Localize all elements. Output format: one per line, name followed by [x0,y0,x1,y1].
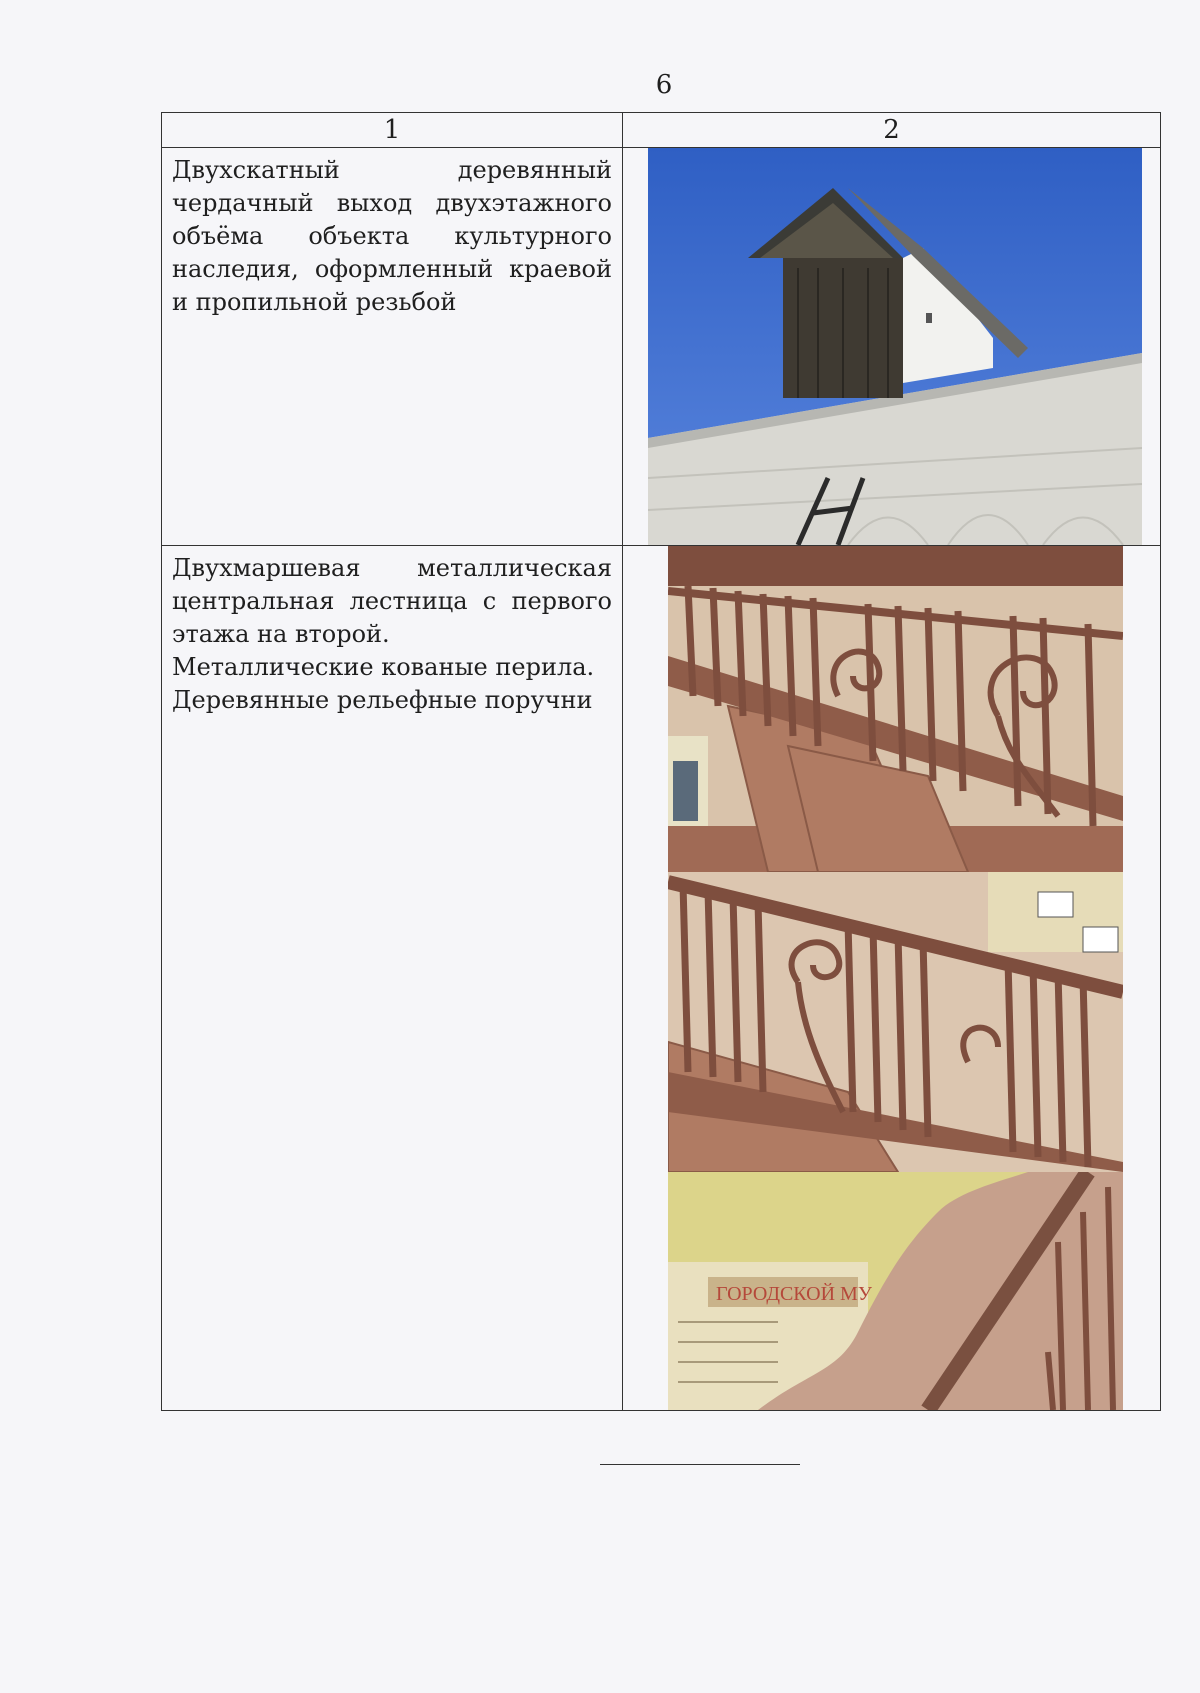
footnote-separator [600,1464,800,1465]
row-2-description-line-2: Металлические кованые перила. [172,653,595,681]
row-1-photo-cell [623,148,1161,546]
dormer-photo [648,148,1142,545]
table-row [162,546,1161,1411]
row-2-description-line-1: Двухмаршевая металлическая центральная лестница с первого этажа на второй. [172,554,612,648]
table-row [162,148,1161,546]
row-2-description-line-3: Деревянные рельефные поручни [172,686,593,714]
heritage-table [161,112,1161,1411]
row-2-photo-cell [623,546,1161,1411]
table-header-row [162,113,1161,148]
handrail-photo [668,1172,1123,1410]
row-1-description: Двухскатный деревянный чердачный выход двухэтажного объёма объекта культурного наследия, оформленный краевой и пропильной резьбой [172,156,612,316]
page-number: 6 [655,70,673,100]
column-header-1: 1 [162,113,623,148]
column-header-2: 2 [623,113,1161,148]
row-2-description-cell [162,546,623,1411]
museum-sign-text: ГОРОДСКОЙ МУ [716,1283,872,1305]
staircase-photo-2 [668,872,1123,1172]
row-1-description-cell [162,148,623,546]
staircase-photo-1 [668,546,1123,872]
